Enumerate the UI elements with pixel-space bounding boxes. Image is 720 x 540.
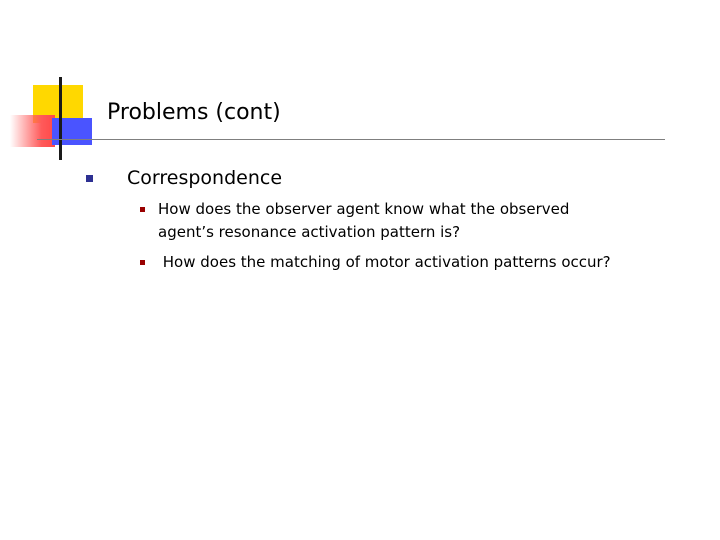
- corner-decoration-blue: [52, 118, 92, 145]
- slide-title: Problems (cont): [107, 100, 281, 125]
- bullet-square-icon: [86, 175, 93, 182]
- title-underline: [37, 139, 665, 140]
- sub-bullet-text: How does the observer agent know what the observed agent’s resonance activation pattern is?: [158, 200, 575, 241]
- corner-decoration-red: [10, 115, 55, 147]
- corner-decoration-vertical-line: [59, 77, 62, 160]
- sub-bullet-square-icon: [140, 260, 145, 265]
- sub-bullet-text: How does the matching of motor activation patterns occur?: [158, 253, 611, 271]
- bullet-text: Correspondence: [127, 167, 283, 189]
- sub-bullet-square-icon: [140, 207, 145, 212]
